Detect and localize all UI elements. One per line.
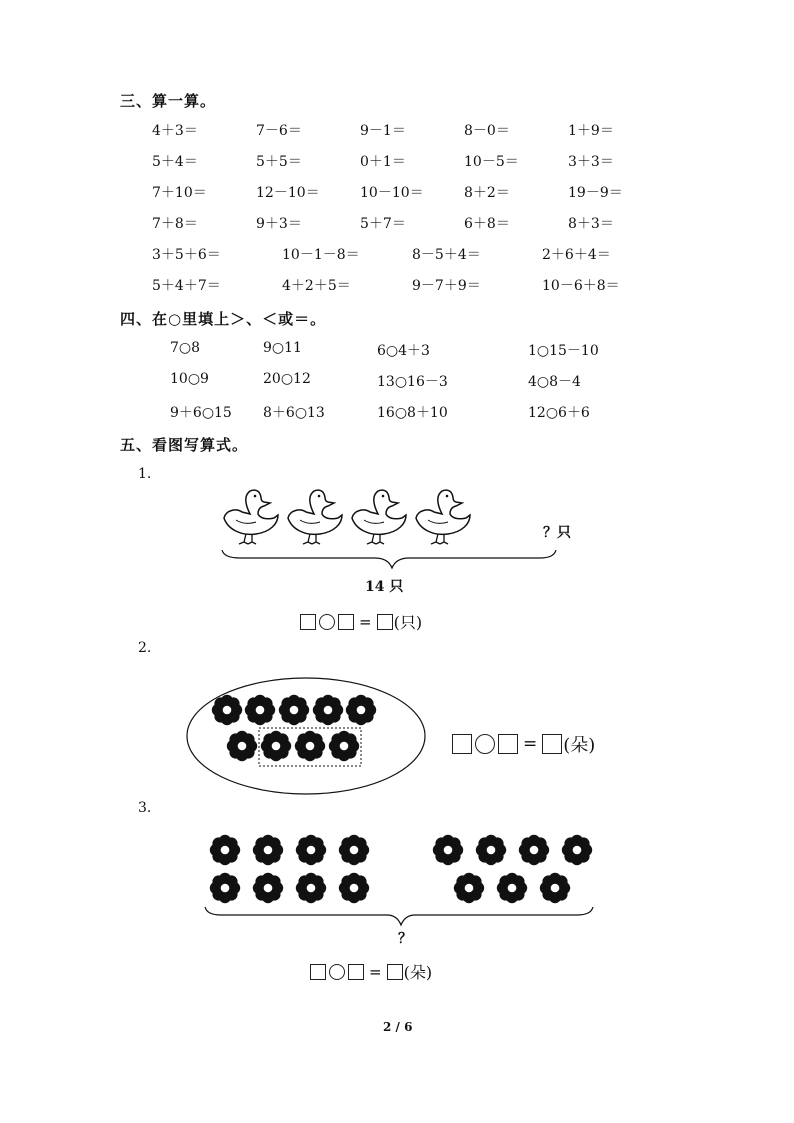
flower-icon <box>339 873 369 903</box>
flower-icon <box>497 873 527 903</box>
equation-3 <box>310 960 432 983</box>
flower-icon <box>339 835 369 865</box>
flower-icon <box>296 835 326 865</box>
total-flowers-label: ？ <box>398 931 412 947</box>
flower-icon <box>279 695 309 725</box>
duck-icon <box>416 490 470 544</box>
calc-problem: 8＋3＝ <box>568 216 614 232</box>
operator-circle[interactable] <box>319 614 335 630</box>
compare-problem: 16○8＋10 <box>377 405 448 421</box>
flower-icon <box>329 731 359 761</box>
flower-icon <box>313 695 343 725</box>
calc-problem: 10－5＝ <box>464 154 519 170</box>
calc-problem: 10－1－8＝ <box>282 247 360 263</box>
calc-problem: 8－0＝ <box>464 123 510 139</box>
calc-problem: 4＋3＝ <box>152 123 198 139</box>
calc-problem: 10－6＋8＝ <box>542 278 620 294</box>
compare-problem: 7○8 <box>170 340 201 356</box>
operator-circle[interactable] <box>475 734 495 754</box>
calc-problem: 8＋2＝ <box>464 185 510 201</box>
calc-problem: 0＋1＝ <box>360 154 406 170</box>
flower-icon <box>476 835 506 865</box>
flower-icon <box>295 731 325 761</box>
flower-icon <box>253 835 283 865</box>
problem-1-number: 1. <box>138 466 152 482</box>
ducks-illustration <box>200 480 600 580</box>
answer-box[interactable] <box>300 614 316 630</box>
answer-box[interactable] <box>498 734 518 754</box>
equals-sign: = <box>359 612 372 631</box>
equation-1 <box>300 610 422 633</box>
compare-problem: 9＋6○15 <box>170 405 232 421</box>
duck-icon <box>224 490 278 544</box>
calc-problem: 1＋9＝ <box>568 123 614 139</box>
flower-icon <box>433 835 463 865</box>
flower-icon <box>210 873 240 903</box>
answer-box[interactable] <box>338 614 354 630</box>
calc-problem: 5＋7＝ <box>360 216 406 232</box>
answer-box[interactable] <box>542 734 562 754</box>
flower-icon <box>227 731 257 761</box>
calc-problem: 7－6＝ <box>256 123 302 139</box>
flower-icon <box>540 873 570 903</box>
equals-sign: = <box>369 962 382 981</box>
section-5-title: 五、看图写算式。 <box>120 436 249 454</box>
compare-problem: 8＋6○13 <box>263 405 325 421</box>
compare-problem: 20○12 <box>263 371 311 387</box>
section-3-title: 三、算一算。 <box>120 92 217 110</box>
flower-icon <box>346 695 376 725</box>
page-number: 2 / 6 <box>383 1020 413 1034</box>
calc-problem: 5＋5＝ <box>256 154 302 170</box>
flower-icon <box>212 695 242 725</box>
compare-problem: 6○4＋3 <box>377 343 430 359</box>
calc-problem: 10－10＝ <box>360 185 424 201</box>
unknown-ducks-label: ？只 <box>543 525 571 541</box>
calc-problem: 7＋10＝ <box>152 185 207 201</box>
answer-box[interactable] <box>310 964 326 980</box>
calc-problem: 9－7＋9＝ <box>412 278 481 294</box>
unit-label: (朵) <box>563 735 596 756</box>
flowers-groups-illustration <box>195 825 605 940</box>
compare-problem: 9○11 <box>263 340 302 356</box>
flower-icon <box>454 873 484 903</box>
calc-problem: 5＋4＋7＝ <box>152 278 221 294</box>
compare-problem: 4○8－4 <box>528 374 581 390</box>
bracket-brace <box>222 550 556 568</box>
equation-2 <box>452 731 595 757</box>
flower-icon <box>261 731 291 761</box>
section-4-title: 四、在○里填上＞、＜或＝。 <box>120 310 327 328</box>
compare-problem: 1○15－10 <box>528 343 599 359</box>
answer-box[interactable] <box>452 734 472 754</box>
operator-circle[interactable] <box>329 964 345 980</box>
flower-icon <box>210 835 240 865</box>
calc-problem: 8－5＋4＝ <box>412 247 481 263</box>
unit-label: (只) <box>393 613 423 632</box>
compare-problem: 13○16－3 <box>377 374 448 390</box>
calc-problem: 7＋8＝ <box>152 216 198 232</box>
compare-problem: 12○6＋6 <box>528 405 590 421</box>
answer-box[interactable] <box>387 964 403 980</box>
flower-icon <box>253 873 283 903</box>
problem-3-number: 3. <box>138 800 152 816</box>
calc-problem: 5＋4＝ <box>152 154 198 170</box>
calc-problem: 6＋8＝ <box>464 216 510 232</box>
flower-icon <box>296 873 326 903</box>
flower-icon <box>519 835 549 865</box>
calc-problem: 9－1＝ <box>360 123 406 139</box>
duck-icon <box>288 490 342 544</box>
unit-label: (朵) <box>403 963 433 982</box>
flowers-oval-illustration <box>180 672 440 802</box>
calc-problem: 19－9＝ <box>568 185 623 201</box>
total-ducks-label: 14 只 <box>365 579 404 595</box>
calc-problem: 4＋2＋5＝ <box>282 278 351 294</box>
calc-problem: 12－10＝ <box>256 185 320 201</box>
flower-icon <box>245 695 275 725</box>
bracket-brace <box>205 907 593 925</box>
answer-box[interactable] <box>377 614 393 630</box>
flower-icon <box>562 835 592 865</box>
compare-problem: 10○9 <box>170 371 209 387</box>
calc-problem: 3＋5＋6＝ <box>152 247 221 263</box>
duck-icon <box>352 490 406 544</box>
calc-problem: 2＋6＋4＝ <box>542 247 611 263</box>
answer-box[interactable] <box>348 964 364 980</box>
calc-problem: 3＋3＝ <box>568 154 614 170</box>
equals-sign: = <box>523 734 538 754</box>
problem-2-number: 2. <box>138 640 152 656</box>
calc-problem: 9＋3＝ <box>256 216 302 232</box>
